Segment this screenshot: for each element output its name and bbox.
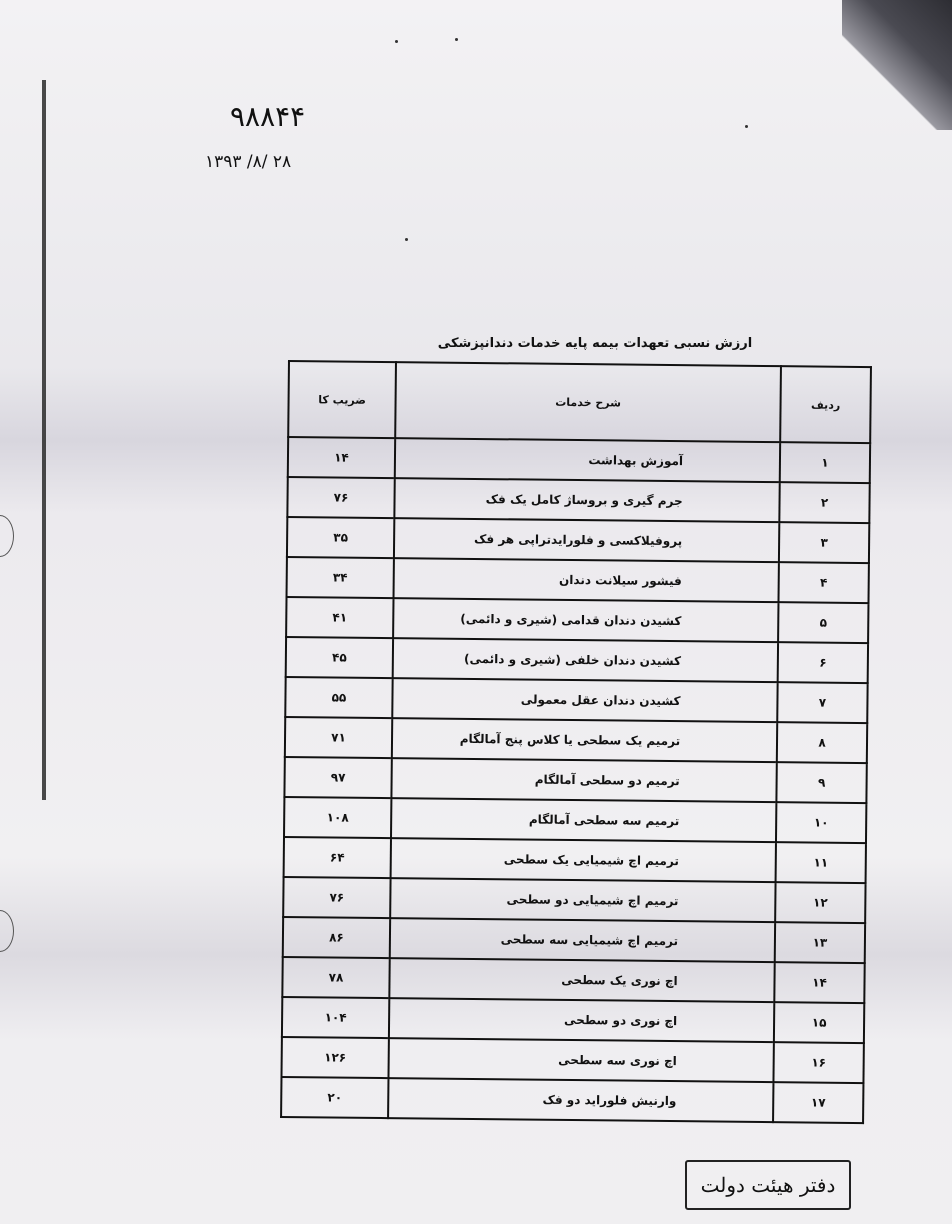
row-number-cell: ۱۱ — [776, 842, 866, 883]
row-number-cell: ۱۶ — [774, 1042, 864, 1083]
row-number-cell: ۱۳ — [775, 922, 865, 963]
table-row — [286, 597, 868, 643]
table-header-row — [288, 361, 871, 443]
description-cell: ترمیم اچ شیمیایی دو سطحی — [390, 878, 776, 922]
coefficient-cell: ۷۶ — [283, 877, 390, 918]
services-table-wrapper — [280, 360, 872, 1124]
table-row — [286, 637, 868, 683]
row-number-cell: ۶ — [778, 642, 868, 683]
coefficient-cell: ۷۶ — [287, 477, 394, 518]
description-cell: اچ نوری یک سطحی — [389, 958, 775, 1002]
table-row — [285, 717, 867, 763]
coefficient-cell: ۳۴ — [287, 557, 394, 598]
table-row — [288, 437, 870, 483]
header-coefficient: ضریب کا — [288, 361, 396, 438]
description-cell: کشیدن دندان خلفی (شیری و دائمی) — [393, 638, 779, 682]
scan-speck — [405, 238, 408, 241]
description-cell: آموزش بهداشت — [395, 438, 781, 482]
table-row — [284, 757, 866, 803]
coefficient-cell: ۳۵ — [287, 517, 394, 558]
row-number-cell: ۴ — [779, 562, 869, 603]
services-table — [280, 360, 872, 1124]
coefficient-cell: ۱۲۶ — [281, 1037, 388, 1078]
coefficient-cell: ۱۰۴ — [282, 997, 389, 1038]
scan-speck — [745, 125, 748, 128]
coefficient-cell: ۲۰ — [281, 1077, 388, 1118]
coefficient-cell: ۶۴ — [284, 837, 391, 878]
scan-speck — [455, 38, 458, 41]
row-number-cell: ۳ — [779, 522, 869, 563]
coefficient-cell: ۴۵ — [286, 637, 393, 678]
row-number-cell: ۱۲ — [775, 882, 865, 923]
row-number-cell: ۲ — [779, 482, 869, 523]
row-number-cell: ۷ — [777, 682, 867, 723]
description-cell: کشیدن دندان عقل معمولی — [392, 678, 778, 722]
description-cell: وارنیش فلوراید دو فک — [388, 1078, 774, 1122]
row-number-cell: ۸ — [777, 722, 867, 763]
description-cell: ترمیم دو سطحی آمالگام — [391, 758, 777, 802]
table-row — [281, 1037, 863, 1083]
cabinet-office-stamp: دفتر هیئت دولت — [685, 1160, 851, 1210]
margin-binding-line — [42, 80, 46, 800]
coefficient-cell: ۷۱ — [285, 717, 392, 758]
description-cell: کشیدن دندان قدامی (شیری و دائمی) — [393, 598, 779, 642]
coefficient-cell: ۵۵ — [285, 677, 392, 718]
header-description: شرح خدمات — [395, 362, 781, 442]
row-number-cell: ۱۰ — [776, 802, 866, 843]
coefficient-cell: ۹۷ — [284, 757, 391, 798]
document-date: ۱۳۹۳ /۸/ ۲۸ — [205, 152, 292, 172]
table-row — [285, 677, 867, 723]
row-number-cell: ۱ — [780, 442, 870, 483]
description-cell: اچ نوری سه سطحی — [388, 1038, 774, 1082]
header-row-number: ردیف — [780, 366, 871, 443]
coefficient-cell: ۴۱ — [286, 597, 393, 638]
folded-corner — [842, 0, 952, 130]
row-number-cell: ۱۵ — [774, 1002, 864, 1043]
description-cell: ترمیم اچ شیمیایی سه سطحی — [390, 918, 776, 962]
table-row — [282, 997, 864, 1043]
description-cell: پروفیلاکسی و فلورایدتراپی هر فک — [394, 518, 780, 562]
description-cell: جرم گیری و بروساژ کامل یک فک — [394, 478, 780, 522]
row-number-cell: ۱۷ — [773, 1082, 863, 1123]
table-row — [287, 517, 869, 563]
coefficient-cell: ۱۰۸ — [284, 797, 391, 838]
row-number-cell: ۵ — [778, 602, 868, 643]
description-cell: ترمیم اچ شیمیایی یک سطحی — [391, 838, 777, 882]
coefficient-cell: ۷۸ — [282, 957, 389, 998]
table-row — [284, 837, 866, 883]
table-title: ارزش نسبی تعهدات بیمه پایه خدمات دندانپزشکی — [437, 336, 753, 351]
row-number-cell: ۹ — [777, 762, 867, 803]
description-cell: ترمیم سه سطحی آمالگام — [391, 798, 777, 842]
table-row — [282, 957, 864, 1003]
table-row — [284, 797, 866, 843]
row-number-cell: ۱۴ — [774, 962, 864, 1003]
table-row — [283, 917, 865, 963]
table-row — [283, 877, 865, 923]
description-cell: اچ نوری دو سطحی — [389, 998, 775, 1042]
table-row — [287, 557, 869, 603]
document-number: ۹۸۸۴۴ — [230, 100, 306, 133]
table-row — [281, 1077, 863, 1123]
coefficient-cell: ۸۶ — [283, 917, 390, 958]
description-cell: ترمیم یک سطحی یا کلاس پنج آمالگام — [392, 718, 778, 762]
coefficient-cell: ۱۴ — [288, 437, 395, 478]
table-row — [287, 477, 869, 523]
description-cell: فیشور سیلانت دندان — [393, 558, 779, 602]
scan-speck — [395, 40, 398, 43]
